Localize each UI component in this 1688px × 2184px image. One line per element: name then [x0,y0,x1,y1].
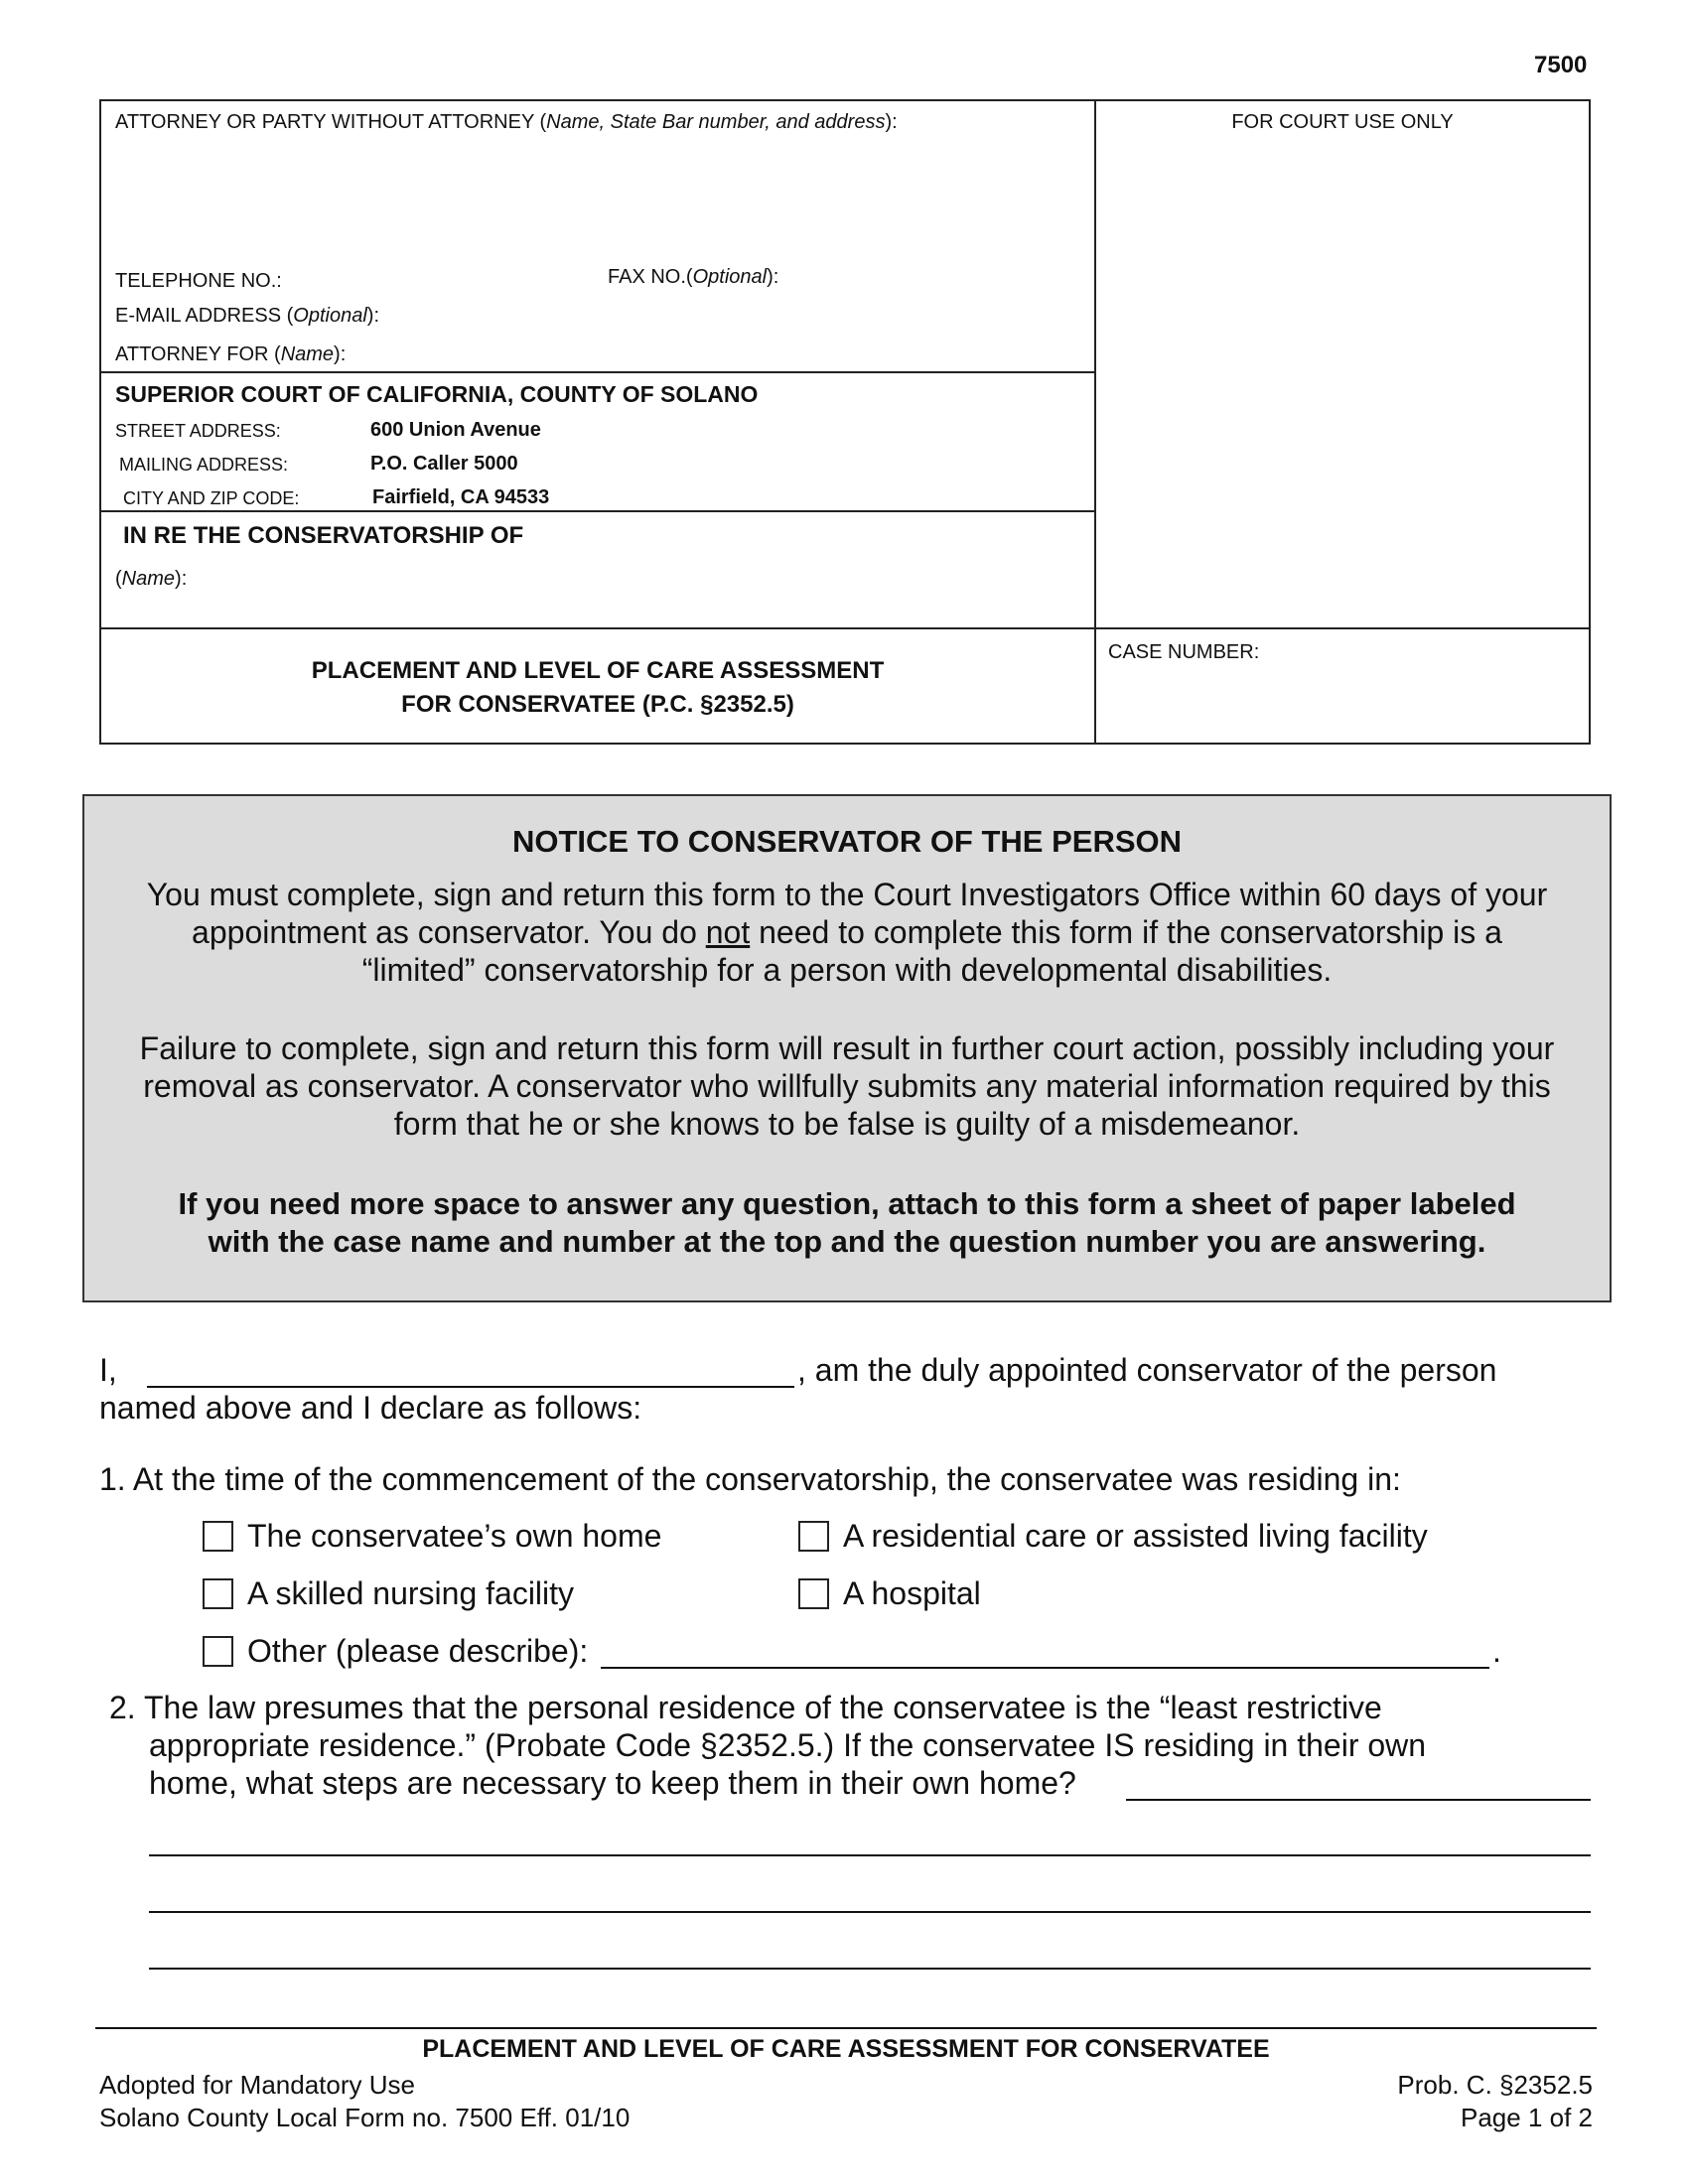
attorney-for-label: ATTORNEY FOR (Name): [115,343,347,365]
caption-rule [101,627,1589,629]
court-name: SUPERIOR COURT OF CALIFORNIA, COUNTY OF SOLANO [115,381,759,407]
checkbox-other[interactable] [203,1636,233,1667]
form-number: 7500 [1534,52,1588,78]
form-title-line2: FOR CONSERVATEE (P.C. §2352.5) [401,691,794,718]
option-residential-care: A residential care or assisted living facility [843,1518,1428,1554]
footer-form-info: Solano County Local Form no. 7500 Eff. 01/10 [99,2103,631,2132]
other-period: . [1492,1633,1501,1669]
footer-adopted: Adopted for Mandatory Use [99,2070,415,2100]
checkbox-residential-care[interactable] [798,1521,829,1552]
declaration-prefix: I, [99,1352,117,1388]
question-2-line1: 2. The law presumes that the personal residence of the conservatee is the “least restrictive [109,1690,1382,1725]
caption-rule [101,510,1094,512]
checkbox-hospital[interactable] [798,1578,829,1609]
declaration-suffix: , am the duly appointed conservator of the person [797,1352,1497,1388]
attorney-label: ATTORNEY OR PARTY WITHOUT ATTORNEY (Name, State Bar number, and address): [115,111,898,133]
option-other: Other (please describe): [247,1633,589,1669]
footer-rule [95,2027,1597,2029]
checkbox-own-home[interactable] [203,1521,233,1552]
notice-paragraph-line: Failure to complete, sign and return this form will result in further court action, possibly including your [139,1030,1555,1066]
conservator-name-line[interactable] [147,1386,794,1388]
notice-paragraph-line: form that he or she knows to be false is guilty of a misdemeanor. [393,1106,1301,1142]
notice-emphasis-line: If you need more space to answer any question, attach to this form a sheet of paper labeled [178,1186,1516,1221]
court-use-label: FOR COURT USE ONLY [1231,111,1454,133]
answer-line[interactable] [1126,1799,1591,1801]
city-label: CITY AND ZIP CODE: [123,488,300,508]
footer-page-number: Page 1 of 2 [1461,2103,1593,2132]
mailing-value: P.O. Caller 5000 [370,453,518,475]
in-re-heading: IN RE THE CONSERVATORSHIP OF [123,522,524,549]
footer-title: PLACEMENT AND LEVEL OF CARE ASSESSMENT FOR CONSERVATEE [422,2035,1270,2063]
footer-code: Prob. C. §2352.5 [1397,2070,1593,2100]
notice-box [82,794,1612,1302]
question-2-line3: home, what steps are necessary to keep them in their own home? [149,1765,1076,1801]
option-hospital: A hospital [843,1575,981,1611]
fax-label: FAX NO.(Optional): [608,266,779,288]
answer-line[interactable] [149,1911,1591,1913]
notice-heading: NOTICE TO CONSERVATOR OF THE PERSON [511,824,1183,859]
question-2-line2: appropriate residence.” (Probate Code §2352.5.) If the conservatee IS residing in their own [149,1727,1427,1763]
notice-paragraph-line: “limited” conservatorship for a person with developmental disabilities. [361,952,1333,988]
caption-divider [1094,101,1096,743]
notice-paragraph-line: appointment as conservator. You do not need to complete this form if the conservatorship is a [192,914,1502,950]
notice-paragraph-line: removal as conservator. A conservator who willfully submits any material information required by this [143,1068,1551,1104]
answer-line[interactable] [149,1968,1591,1970]
notice-emphasis-line: with the case name and number at the top and the question number you are answering. [208,1224,1486,1259]
notice-paragraph-line: You must complete, sign and return this form to the Court Investigators Office within 60 days of your [146,877,1548,912]
question-1: 1. At the time of the commencement of the conservatorship, the conservatee was residing in: [99,1461,1401,1497]
caption-box [99,99,1591,745]
street-label: STREET ADDRESS: [115,421,281,441]
street-value: 600 Union Avenue [370,419,541,441]
option-skilled-nursing: A skilled nursing facility [247,1575,575,1611]
caption-rule [101,371,1094,373]
declaration-line2: named above and I declare as follows: [99,1390,642,1426]
option-own-home: The conservatee’s own home [247,1518,662,1554]
mailing-label: MAILING ADDRESS: [119,455,289,475]
answer-line[interactable] [149,1854,1591,1856]
other-description-line[interactable] [601,1667,1489,1669]
case-number-label: CASE NUMBER: [1108,641,1260,663]
checkbox-skilled-nursing[interactable] [203,1578,233,1609]
city-value: Fairfield, CA 94533 [372,486,550,508]
name-label: (Name): [115,568,188,590]
form-title-line1: PLACEMENT AND LEVEL OF CARE ASSESSMENT [311,657,885,684]
email-label: E-MAIL ADDRESS (Optional): [115,305,380,327]
telephone-label: TELEPHONE NO.: [115,270,282,292]
